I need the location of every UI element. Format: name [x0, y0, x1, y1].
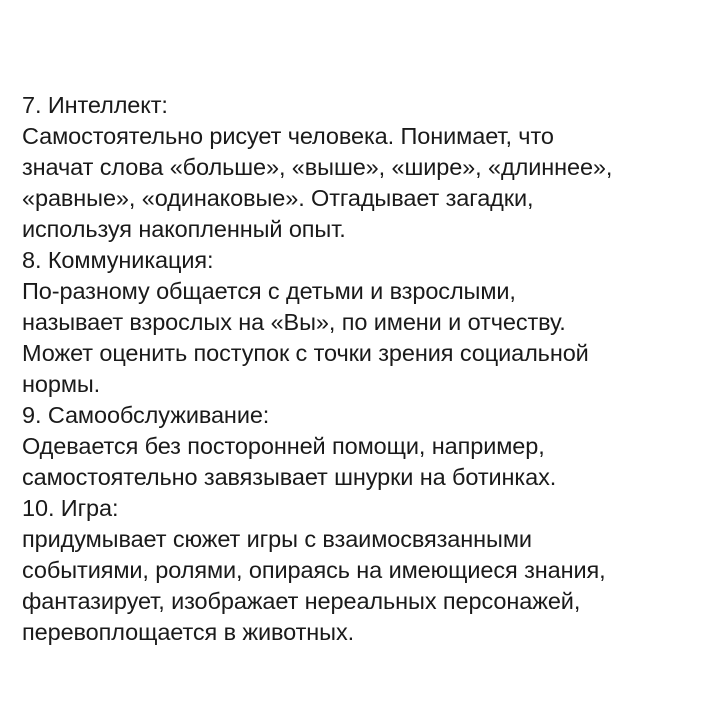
section-text-line: значат слова «больше», «выше», «шире», «длиннее»,: [22, 154, 613, 180]
section-text-line: событиями, ролями, опираясь на имеющиеся знания,: [22, 557, 606, 583]
section-text-line: Одевается без посторонней помощи, например,: [22, 433, 545, 459]
section-text-line: используя накопленный опыт.: [22, 216, 346, 242]
section-text-line: перевоплощается в животных.: [22, 619, 355, 645]
section-text-line: фантазирует, изображает нереальных персонажей,: [22, 588, 581, 614]
section-text-line: По-разному общается с детьми и взрослыми,: [22, 278, 516, 304]
section-text-line: Самостоятельно рисует человека. Понимает, что: [22, 123, 554, 149]
section-text-line: нормы.: [22, 371, 101, 397]
section-heading-communication: 8. Коммуникация:: [22, 247, 214, 273]
section-text-line: самостоятельно завязывает шнурки на ботинках.: [22, 464, 557, 490]
section-text-line: Может оценить поступок с точки зрения социальной: [22, 340, 589, 366]
section-text-line: «равные», «одинаковые». Отгадывает загадки,: [22, 185, 534, 211]
section-heading-game: 10. Игра:: [22, 495, 119, 521]
section-heading-self-care: 9. Самообслуживание:: [22, 402, 270, 428]
document-text: [22, 90, 712, 648]
section-text-line: называет взрослых на «Вы», по имени и отчеству.: [22, 309, 566, 335]
section-text-line: придумывает сюжет игры с взаимосвязанными: [22, 526, 532, 552]
section-heading-intellect: 7. Интеллект:: [22, 92, 168, 118]
